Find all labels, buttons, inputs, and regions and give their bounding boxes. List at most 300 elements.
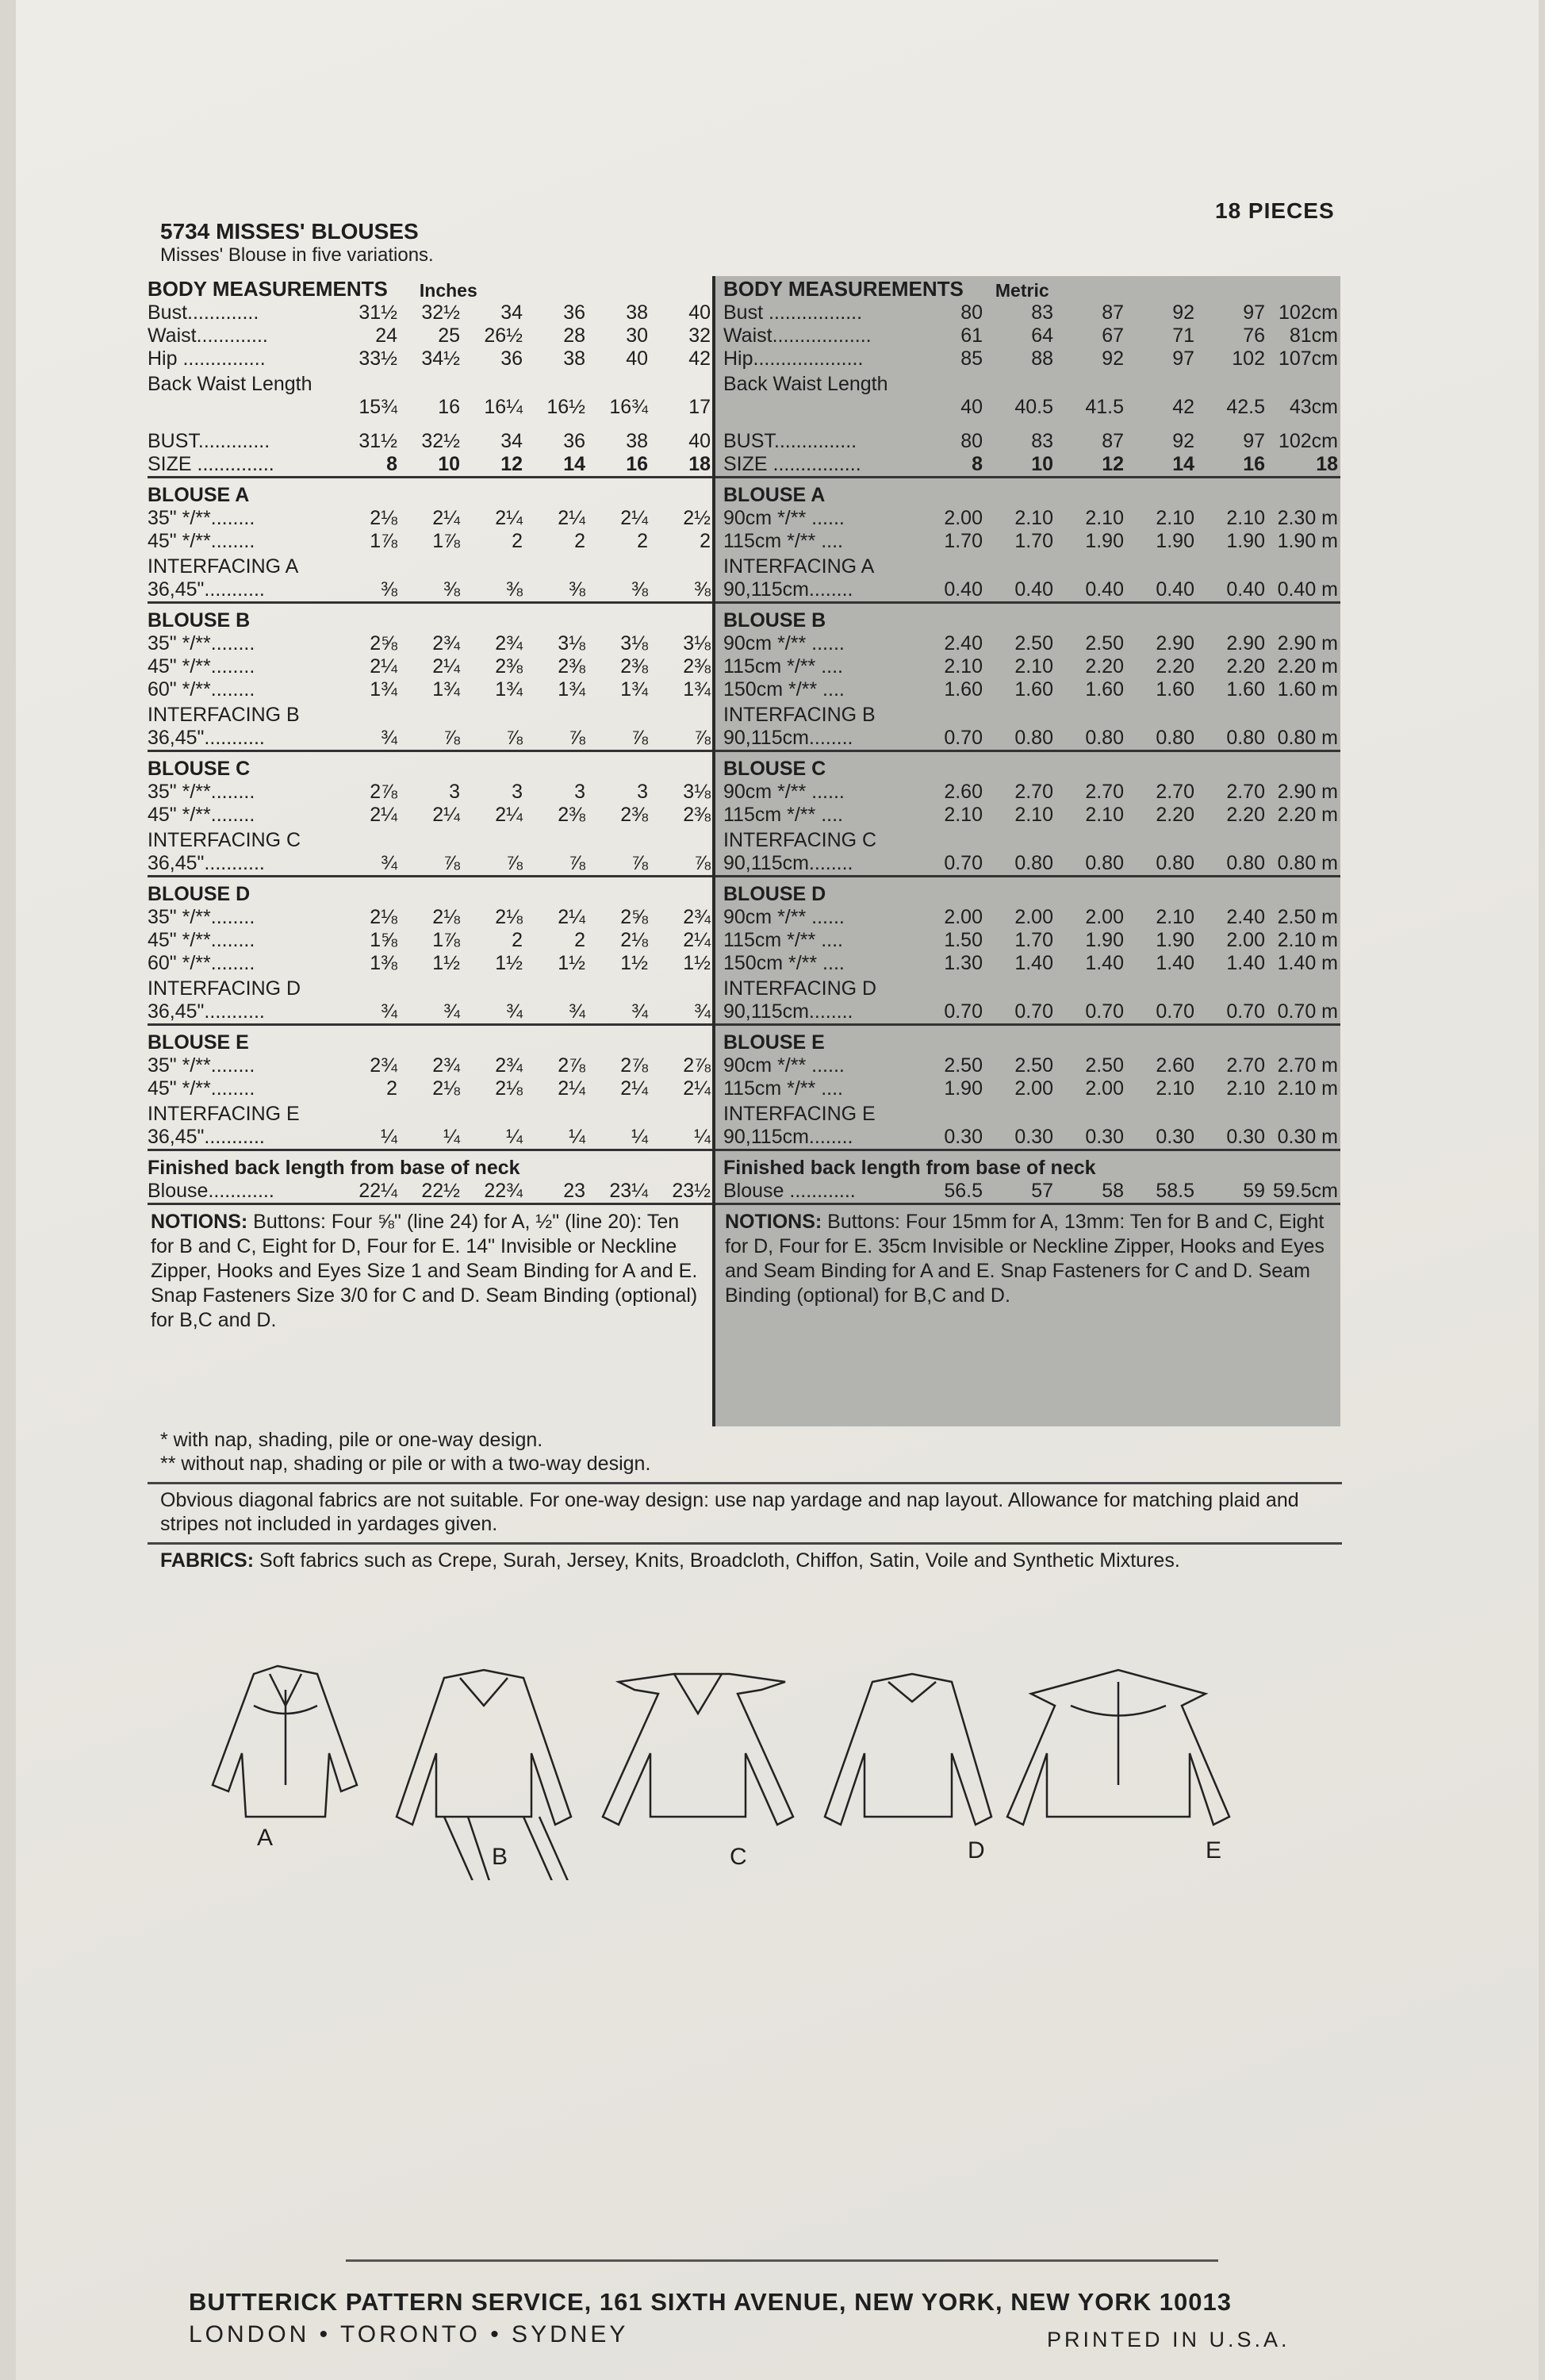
row-value: 2⅛ (620, 929, 648, 951)
row-label: 35" */**........ (148, 781, 255, 803)
row-value: 10 (438, 453, 460, 475)
measurement-row (148, 1126, 712, 1149)
row-value: 1.70 (1014, 530, 1053, 552)
row-value: 1.40 (1014, 952, 1053, 974)
row-value: 0.70 (1085, 1000, 1124, 1023)
row-value: ¼ (443, 1126, 460, 1148)
row-value: 87 (1102, 430, 1124, 452)
row-value: 2¼ (370, 804, 397, 826)
row-values (335, 507, 711, 530)
row-value: 1.70 (1014, 929, 1053, 951)
row-value: 2.10 (1156, 1077, 1194, 1100)
row-value: 2¼ (558, 906, 585, 928)
row-value: 2¼ (495, 507, 523, 529)
pattern-title: 5734 MISSES' BLOUSES (160, 219, 419, 244)
row-label: BUST............. (148, 430, 270, 452)
row-value: 80 (960, 301, 983, 324)
row-value: 2¾ (432, 1054, 460, 1077)
row-values (912, 1126, 1338, 1149)
row-value: 2¼ (370, 655, 397, 678)
measurement-row (148, 1077, 712, 1100)
row-value: 2.00 (944, 906, 983, 928)
row-value: 92 (1172, 430, 1194, 452)
row-value: 2.90 m (1277, 632, 1338, 654)
measurement-row (148, 929, 712, 952)
row-value: 0.40 (1156, 578, 1194, 601)
row-heading: INTERFACING A (148, 555, 299, 578)
row-label: 45" */**........ (148, 1077, 255, 1100)
row-value: 2¼ (558, 1077, 585, 1100)
row-value: 2⅜ (558, 655, 585, 678)
row-value: 2¼ (432, 507, 460, 529)
measurement-row (715, 952, 1340, 975)
row-value: 2.20 m (1277, 655, 1338, 678)
row-value: 16 (1243, 453, 1265, 475)
row-values (912, 430, 1338, 453)
row-value: 38 (626, 301, 648, 324)
row-value: 107cm (1278, 347, 1338, 370)
row-value: 33½ (358, 347, 397, 370)
row-heading: INTERFACING C (148, 829, 301, 851)
row-value: ¾ (569, 1000, 585, 1023)
row-value: 61 (960, 324, 983, 347)
row-label: 45" */**........ (148, 655, 255, 678)
row-values (912, 727, 1338, 750)
row-value: ¾ (381, 727, 397, 749)
row-label: Blouse............ (148, 1180, 274, 1202)
row-label: 35" */**........ (148, 906, 255, 928)
row-label: Waist............. (148, 324, 268, 347)
row-value: 1½ (495, 952, 523, 974)
row-value: 24 (375, 324, 397, 347)
fabrics-text: Soft fabrics such as Crepe, Surah, Jersey, Knits, Broadcloth, Chiffon, Satin, Voile and Synthetic Mixtures. (254, 1549, 1180, 1572)
row-value: 2.00 (1014, 1077, 1053, 1100)
row-value: 1.70 (944, 530, 983, 552)
row-values (912, 804, 1338, 827)
row-value: 2.20 (1085, 655, 1124, 678)
row-value: 2⅛ (495, 906, 523, 928)
measurement-row (715, 1126, 1340, 1149)
row-values (912, 530, 1338, 553)
row-value: 1.60 (1014, 678, 1053, 701)
row-value: 0.80 (1085, 852, 1124, 874)
row-value: 32½ (421, 301, 460, 324)
row-value: ¾ (381, 1000, 397, 1023)
row-value: 2 (637, 530, 648, 552)
row-values (912, 453, 1338, 476)
row-value: ¾ (694, 1000, 711, 1023)
row-value: 0.30 (1156, 1126, 1194, 1148)
row-value: 2⅞ (370, 781, 397, 803)
row-value: ¼ (694, 1126, 711, 1148)
row-heading: INTERFACING D (723, 977, 877, 1000)
row-value: 2.90 (1156, 632, 1194, 654)
row-value: ⅜ (569, 578, 585, 601)
row-value: 0.80 (1156, 852, 1194, 874)
row-label: 35" */**........ (148, 632, 255, 654)
row-value: ¾ (443, 1000, 460, 1023)
row-values (912, 678, 1338, 701)
row-value: 2⅝ (620, 906, 648, 928)
row-value: 2.20 (1226, 655, 1265, 678)
row-value: 2.50 (944, 1054, 983, 1077)
row-value: 0.80 (1226, 852, 1265, 874)
row-value: 64 (1031, 324, 1053, 347)
row-values (335, 1126, 711, 1149)
row-value: 1.90 (944, 1077, 983, 1100)
sketch-label-d: D (968, 1837, 985, 1864)
row-value: 0.40 (1014, 578, 1053, 601)
row-value: 0.70 (944, 1000, 983, 1023)
row-value: 2⅞ (558, 1054, 585, 1077)
row-value: 8 (386, 453, 397, 475)
row-value: 83 (1031, 301, 1053, 324)
row-value: 87 (1102, 301, 1124, 324)
row-label: SIZE .............. (148, 453, 274, 475)
row-value: 1.90 (1156, 530, 1194, 552)
row-value: 42 (1172, 396, 1194, 418)
diagonal-note: Obvious diagonal fabrics are not suitable. For one-way design: use nap yardage and nap layout. Allowance for matching plaid and stripes not included in yardages given. (160, 1489, 1299, 1535)
row-value: 30 (626, 324, 648, 347)
row-value: 0.80 m (1277, 852, 1338, 874)
row-value: 40 (688, 430, 711, 452)
row-value: 18 (1316, 453, 1338, 475)
row-value: 0.80 (1226, 727, 1265, 749)
row-heading: INTERFACING E (148, 1103, 300, 1125)
row-value: 2⅛ (370, 906, 397, 928)
row-value: 14 (563, 453, 585, 475)
row-value: 0.80 (1156, 727, 1194, 749)
row-label: 90,115cm........ (723, 852, 853, 874)
row-values (335, 727, 711, 750)
row-value: 58.5 (1156, 1180, 1194, 1202)
row-value: 0.70 (944, 727, 983, 749)
row-value: 16¾ (609, 396, 648, 418)
row-value: ⅜ (631, 578, 648, 601)
row-value: 42.5 (1226, 396, 1265, 418)
row-value: 2.70 (1156, 781, 1194, 803)
row-value: 1½ (432, 952, 460, 974)
row-values (335, 852, 711, 875)
measurement-row (715, 906, 1340, 929)
row-value: 3 (637, 781, 648, 803)
row-value: 1½ (620, 952, 648, 974)
row-value: 2 (512, 530, 523, 552)
row-value: 59.5cm (1273, 1180, 1338, 1202)
row-label: 115cm */** .... (723, 1077, 843, 1100)
row-value: 23½ (672, 1180, 711, 1202)
row-heading: INTERFACING C (723, 829, 877, 851)
row-value: 2.10 (944, 804, 983, 826)
row-value: 0.30 (1226, 1126, 1265, 1148)
measurement-row (148, 678, 712, 701)
row-value: 88 (1031, 347, 1053, 370)
row-label: 36,45"........... (148, 578, 265, 601)
row-values (335, 430, 711, 453)
row-label: 115cm */** .... (723, 929, 843, 951)
notions-note (715, 1203, 1340, 1313)
row-values (335, 929, 711, 952)
publisher-cities: LONDON • TORONTO • SYDNEY (189, 2321, 629, 2347)
row-value: 2.10 (1226, 507, 1265, 529)
row-value: 26½ (484, 324, 523, 347)
row-value: 17 (688, 396, 711, 418)
measurement-row (715, 530, 1340, 553)
row-value: 23 (563, 1180, 585, 1202)
row-value: 2.70 (1085, 781, 1124, 803)
row-values (335, 804, 711, 827)
row-label: 90cm */** ...... (723, 507, 845, 529)
row-value: 2⅝ (370, 632, 397, 654)
row-value: ⅞ (443, 852, 460, 874)
row-value: 0.70 m (1277, 1000, 1338, 1023)
measurement-row (715, 324, 1340, 347)
row-value: 2⅞ (620, 1054, 648, 1077)
row-values (912, 852, 1338, 875)
row-value: 3 (574, 781, 585, 803)
row-label: 45" */**........ (148, 804, 255, 826)
row-label: Bust ................. (723, 301, 863, 324)
row-values (335, 1054, 711, 1077)
pattern-envelope-back (16, 0, 1539, 2380)
row-value: 2.10 (1014, 507, 1053, 529)
row-value: ¼ (506, 1126, 523, 1148)
row-value: 2.20 (1156, 804, 1194, 826)
blouse-sketches (159, 1658, 1348, 1880)
row-label: 45" */**........ (148, 929, 255, 951)
row-value: 1⅞ (370, 530, 397, 552)
row-value: 2⅜ (683, 804, 711, 826)
blouse-e-heading: BLOUSE E (148, 1023, 712, 1054)
row-value: 2¾ (495, 632, 523, 654)
row-value: 2.10 m (1277, 1077, 1338, 1100)
row-value: 0.80 (1014, 852, 1053, 874)
row-label: 90cm */** ...... (723, 632, 845, 654)
row-values (335, 301, 711, 324)
row-value: 2.30 m (1277, 507, 1338, 529)
row-values (912, 347, 1338, 370)
row-label: 90cm */** ...... (723, 906, 845, 928)
pattern-subtitle: Misses' Blouse in five variations. (160, 244, 434, 266)
row-value: 3 (449, 781, 460, 803)
row-value: ⅜ (694, 578, 711, 601)
row-label: 60" */**........ (148, 678, 255, 701)
row-value: 2.20 (1226, 804, 1265, 826)
row-value: 2 (386, 1077, 397, 1100)
row-value: 0.70 (1156, 1000, 1194, 1023)
row-value: 2¾ (370, 1054, 397, 1077)
row-values (335, 396, 711, 419)
row-values (912, 929, 1338, 952)
measurements-title: BODY MEASUREMENTS (148, 277, 388, 301)
row-heading: INTERFACING A (723, 555, 875, 578)
measurement-row (148, 507, 712, 530)
row-value: 22¾ (484, 1180, 523, 1202)
row-label: 90,115cm........ (723, 1000, 853, 1023)
row-label: 115cm */** .... (723, 804, 843, 826)
row-value: 3 (512, 781, 523, 803)
row-value: 102cm (1278, 301, 1338, 324)
row-value: 1¾ (558, 678, 585, 701)
row-value: 1.60 m (1277, 678, 1338, 701)
inches-column (148, 276, 712, 1338)
row-label: 115cm */** .... (723, 530, 843, 552)
metric-column (712, 276, 1340, 1426)
row-value: 41.5 (1085, 396, 1124, 418)
row-value: 1¾ (683, 678, 711, 701)
row-value: 2 (512, 929, 523, 951)
row-value: 1.90 (1226, 530, 1265, 552)
row-value: 1.90 m (1277, 530, 1338, 552)
row-value: 81cm (1289, 324, 1338, 347)
row-values (335, 906, 711, 929)
row-value: 2¾ (683, 906, 711, 928)
row-values (912, 1180, 1338, 1203)
row-values (912, 906, 1338, 929)
row-value: 2 (574, 929, 585, 951)
row-value: 2½ (683, 507, 711, 529)
row-value: 2.20 m (1277, 804, 1338, 826)
row-value: ⅜ (443, 578, 460, 601)
row-value: 43cm (1289, 396, 1338, 418)
measurement-row (715, 507, 1340, 530)
row-value: 2.10 (1156, 507, 1194, 529)
row-label: Hip.................... (723, 347, 864, 370)
row-values (335, 655, 711, 678)
row-value: 15¾ (358, 396, 397, 418)
row-value: 2.70 m (1277, 1054, 1338, 1077)
row-value: 0.30 m (1277, 1126, 1338, 1148)
row-value: 2.10 (1014, 655, 1053, 678)
measurement-row (148, 453, 712, 476)
row-value: 2⅞ (683, 1054, 711, 1077)
row-value: 12 (500, 453, 523, 475)
blouse-c-sketch (603, 1674, 793, 1825)
measurement-row (715, 1054, 1340, 1077)
row-heading: Back Waist Length (148, 373, 312, 395)
row-value: 2.40 (1226, 906, 1265, 928)
row-value: 3⅛ (620, 632, 648, 654)
row-value: 2¾ (495, 1054, 523, 1077)
row-value: 2 (574, 530, 585, 552)
row-value: 0.40 (944, 578, 983, 601)
measurements-unit: Metric (995, 280, 1049, 301)
measurement-row (715, 727, 1340, 750)
row-value: 1¾ (432, 678, 460, 701)
row-value: 1.50 (944, 929, 983, 951)
row-value: 14 (1172, 453, 1194, 475)
row-value: 0.30 (944, 1126, 983, 1148)
row-value: 2.10 (1014, 804, 1053, 826)
measurement-row (148, 1054, 712, 1077)
row-value: 3⅛ (683, 781, 711, 803)
row-label: 150cm */** .... (723, 952, 845, 974)
row-value: 0.30 (1085, 1126, 1124, 1148)
row-heading: INTERFACING B (148, 704, 300, 726)
row-value: 2¼ (432, 655, 460, 678)
row-value: 31½ (358, 430, 397, 452)
blouse-e-heading: BLOUSE E (715, 1023, 1340, 1054)
row-label: 36,45"........... (148, 727, 265, 749)
row-value: 2⅜ (683, 655, 711, 678)
sketch-label-e: E (1206, 1837, 1222, 1864)
blouse-e-sketch (1007, 1670, 1229, 1825)
row-value: 2.00 (1085, 906, 1124, 928)
row-value: 0.70 (1226, 1000, 1265, 1023)
blouse-b-heading: BLOUSE B (715, 601, 1340, 632)
measurement-row (715, 396, 1340, 419)
notions-heading: NOTIONS: (151, 1211, 248, 1233)
row-value: 38 (626, 430, 648, 452)
row-value: 2¼ (558, 507, 585, 529)
row-value: 1.60 (1226, 678, 1265, 701)
blouse-c-heading: BLOUSE C (148, 750, 712, 781)
measurement-row (715, 430, 1340, 453)
row-value: 40.5 (1014, 396, 1053, 418)
row-value: 0.70 (1014, 1000, 1053, 1023)
measurement-row (715, 347, 1340, 370)
row-value: 2.40 (944, 632, 983, 654)
body-measurements-heading (715, 276, 1340, 301)
row-values (335, 1077, 711, 1100)
row-label: Blouse ............ (723, 1180, 856, 1202)
row-values (912, 324, 1338, 347)
row-value: 2.50 m (1277, 906, 1338, 928)
row-values (912, 632, 1338, 655)
row-values (912, 578, 1338, 601)
row-value: 22½ (421, 1180, 460, 1202)
divider (148, 1542, 1342, 1545)
row-heading: Back Waist Length (723, 373, 888, 395)
row-value: 2⅛ (370, 507, 397, 529)
row-value: 1½ (683, 952, 711, 974)
row-value: 1.40 m (1277, 952, 1338, 974)
row-value: 102 (1232, 347, 1265, 370)
row-value: 2¼ (683, 929, 711, 951)
row-value: 2.70 (1226, 781, 1265, 803)
row-value: 31½ (358, 301, 397, 324)
row-values (912, 507, 1338, 530)
row-value: 0.80 m (1277, 727, 1338, 749)
row-values (912, 952, 1338, 975)
blouse-d-sketch (825, 1674, 991, 1825)
blouse-c-heading: BLOUSE C (715, 750, 1340, 781)
row-value: 2¼ (495, 804, 523, 826)
row-value: 18 (688, 453, 711, 475)
row-value: 1¾ (370, 678, 397, 701)
blouse-d-heading: BLOUSE D (715, 875, 1340, 906)
row-value: 1⅞ (432, 929, 460, 951)
blouse-sketches-drawing (159, 1658, 1348, 1880)
measurement-row (148, 632, 712, 655)
blouse-d-heading: BLOUSE D (148, 875, 712, 906)
row-values (335, 324, 711, 347)
row-label: 150cm */** .... (723, 678, 845, 701)
row-value: 1¾ (620, 678, 648, 701)
measurement-row (148, 1000, 712, 1023)
row-values (335, 632, 711, 655)
measurement-row (148, 952, 712, 975)
row-label: 60" */**........ (148, 952, 255, 974)
row-value: ¼ (569, 1126, 585, 1148)
row-label: 36,45"........... (148, 852, 265, 874)
row-values (912, 1000, 1338, 1023)
row-label: 90cm */** ...... (723, 781, 845, 803)
spacer (715, 419, 1340, 430)
row-values (912, 1054, 1338, 1077)
row-value: 102cm (1278, 430, 1338, 452)
row-value: 2⅜ (495, 655, 523, 678)
